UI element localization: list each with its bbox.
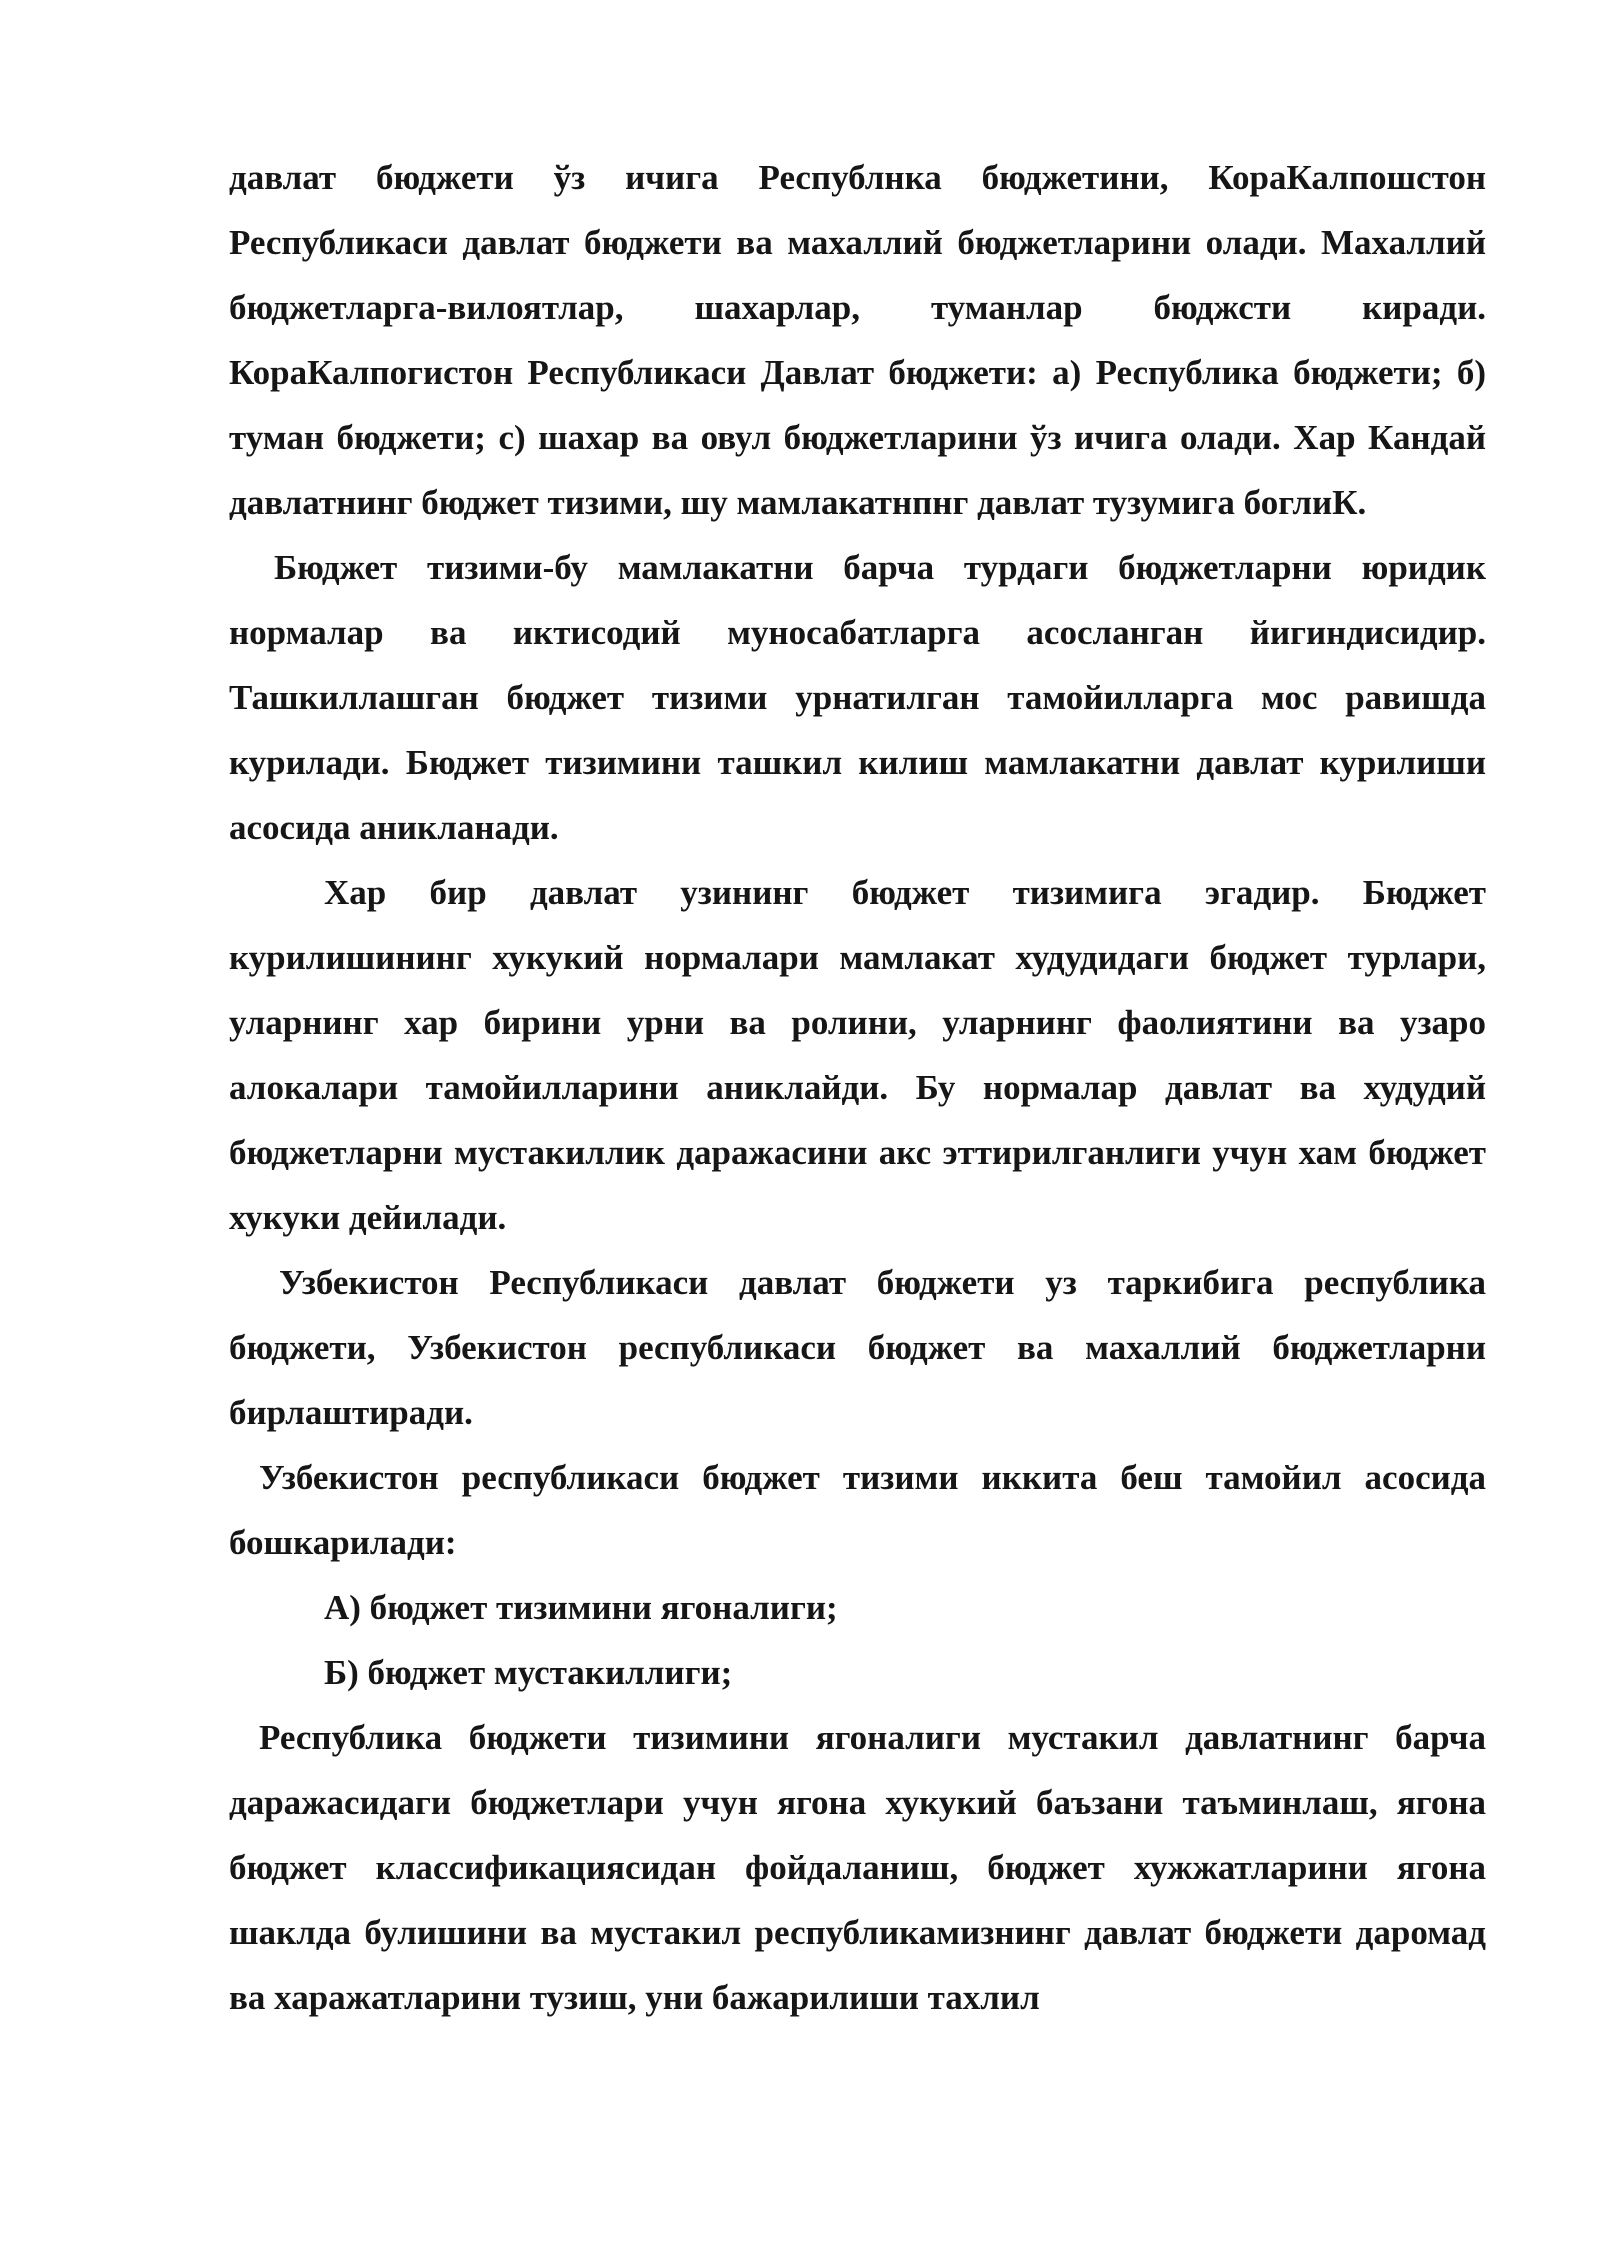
- list-item-principle-a: А) бюджет тизимини ягоналиги;: [324, 1588, 838, 1627]
- paragraph-unity-principle: Республика бюджети тизимини ягоналиги мустакил давлатнинг барча даражасидаги бюджетлари учун ягона хукукий баъзани таъминлаш, ягона бюджет классификациясидан фойдаланиш, бюджет хужжатларини ягона шаклда булишини ва мустакил республикамизнинг давлат бюджети даромад ва харажатларини тузиш, уни бажарилиши тахлил: [229, 1718, 1486, 2017]
- paragraph-budget-composition: давлат бюджети ўз ичига Республнка бюджетини, КораКалпошстон Республикаси давлат бюджети ва махаллий бюджетларини олади. Махаллий бюджетларга-вилоятлар, шахарлар, туманлар бюджсти киради. КораКалпогистон Республикаси Давлат бюджети: а) Республика бюджети; б) туман бюджети; с) шахар ва овул бюджетларини ўз ичига олади. Хар Кандай давлатнинг бюджет тизими, шу мамлакатнпнг давлат тузумига боглиК.: [229, 158, 1486, 522]
- paragraph-budget-law: Хар бир давлат узининг бюджет тизимига эгадир. Бюджет курилишининг хукукий нормалари мамлакат худудидаги бюджет турлари, уларнинг хар бирини урни ва ролини, уларнинг фаолиятини ва узаро алокалари тамойилларини аниклайди. Бу нормалар давлат ва худудий бюджетларни мустакиллик даражасини акс эттирилганлиги учун хам бюджет хукуки дейилади.: [229, 873, 1486, 1237]
- document-body: [229, 145, 1486, 2030]
- paragraph-state-budget-structure: Узбекистон Республикаси давлат бюджети уз таркибига республика бюджети, Узбекистон республикаси бюджет ва махаллий бюджетларни бирлаштиради.: [229, 1263, 1486, 1432]
- paragraph-budget-system-definition: Бюджет тизими-бу мамлакатни барча турдаги бюджетларни юридик нормалар ва иктисодий муносабатларга асосланган йигиндисидир. Ташкиллашган бюджет тизими урнатилган тамойилларга мос равишда курилади. Бюджет тизимини ташкил килиш мамлакатни давлат курилиши асосида аникланади.: [229, 548, 1486, 847]
- list-item-principle-b: Б) бюджет мустакиллиги;: [324, 1653, 733, 1692]
- paragraph-principles-intro: Узбекистон республикаси бюджет тизими иккита беш тамойил асосида бошкарилади:: [229, 1458, 1486, 1562]
